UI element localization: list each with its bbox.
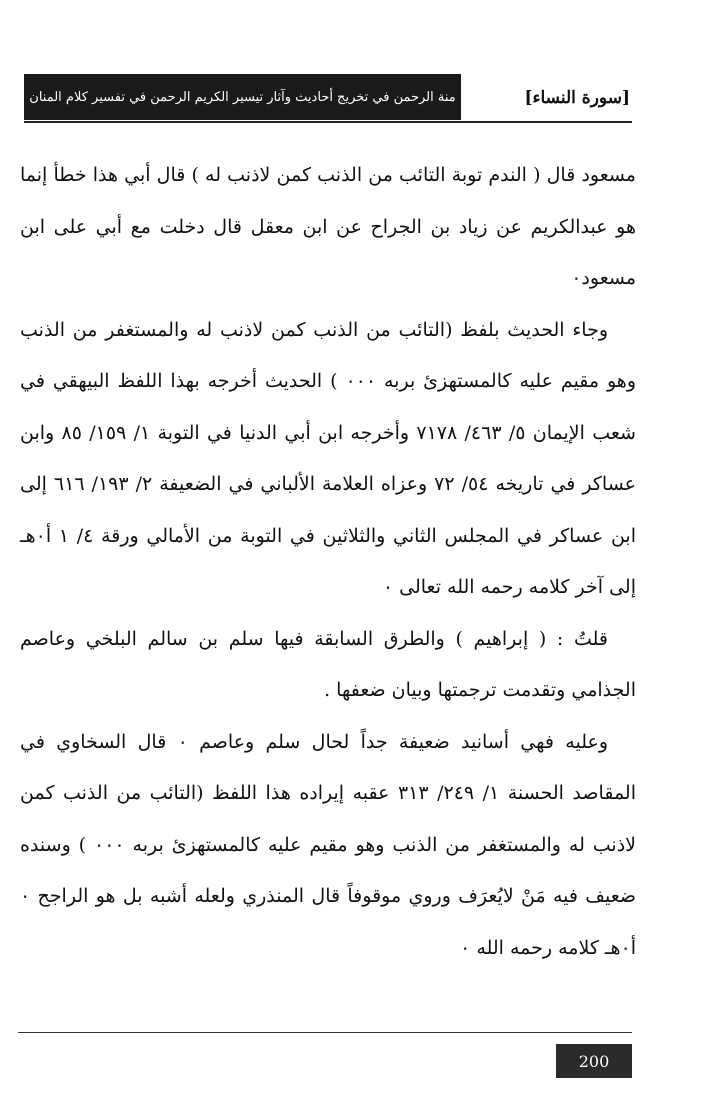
paragraph-4: وعليه فهي أسانيد ضعيفة جداً لحال سلم وعاصم ٠ قال السخاوي في المقاصد الحسنة ١/ ٢٤٩/ ٣١٣ عقبه إيراده هذا اللفظ (التائب من الذنب كمن لاذنب له والمستغفر من الذنب وهو مقيم عليه كالمستهزئ بربه ٠٠٠ ) وسنده ضعيف فيه مَنْ لايُعرَف وروي موقوفاً قال المنذري ولعله أشبه بل هو الراجح ٠ أ٠هـ كلامه رحمه الله ٠: [20, 730, 637, 959]
paragraph-2: وجاء الحديث بلفظ (التائب من الذنب كمن لاذنب له والمستغفر من الذنب وهو مقيم عليه كالمستهزئ بربه ٠٠٠ ) الحديث أخرجه بهذا اللفظ البيهقي في شعب الإيمان ٥/ ٤٦٣/ ٧١٧٨ وأخرجه ابن أبي الدنيا في التوبة ١/ ١٥٩/ ٨٥ وابن عساكر في تاريخه ٥٤/ ٧٢ وعزاه العلامة الألباني في الضعيفة ٢/ ١٩٣/ ٦١٦ إلى ابن عساكر في المجلس الثاني والثلاثين في التوبة من الأمالي ورقة ٤/ ١ أ٠هـ إلى آخر كلامه رحمه الله تعالى ٠: [20, 318, 637, 598]
page-body: [20, 150, 636, 974]
paragraph-1: مسعود قال ( الندم توبة التائب من الذنب كمن لاذنب له ) قال أبي هذا خطأ إنما هو عبدالكريم عن زياد بن الجراح عن ابن معقل قال دخلت مع أبي على ابن مسعود٠: [20, 164, 636, 289]
surah-title: [سورة النساء]: [524, 88, 630, 108]
header-rule: [24, 121, 632, 123]
page-number-box: [556, 1044, 632, 1078]
page-number: 200: [578, 1051, 610, 1071]
book-title-banner: [24, 74, 461, 120]
book-title: منة الرحمن في تخريج أحاديث وآثار تيسير الكريم الرحمن في تفسير كلام المنان: [29, 89, 456, 105]
footer-rule: [18, 1032, 632, 1033]
paragraph-3: قلتُ : ( إبراهيم ) والطرق السابقة فيها سلم بن سالم البلخي وعاصم الجذامي وتقدمت ترجمتها وبيان ضعفها .: [20, 627, 636, 701]
